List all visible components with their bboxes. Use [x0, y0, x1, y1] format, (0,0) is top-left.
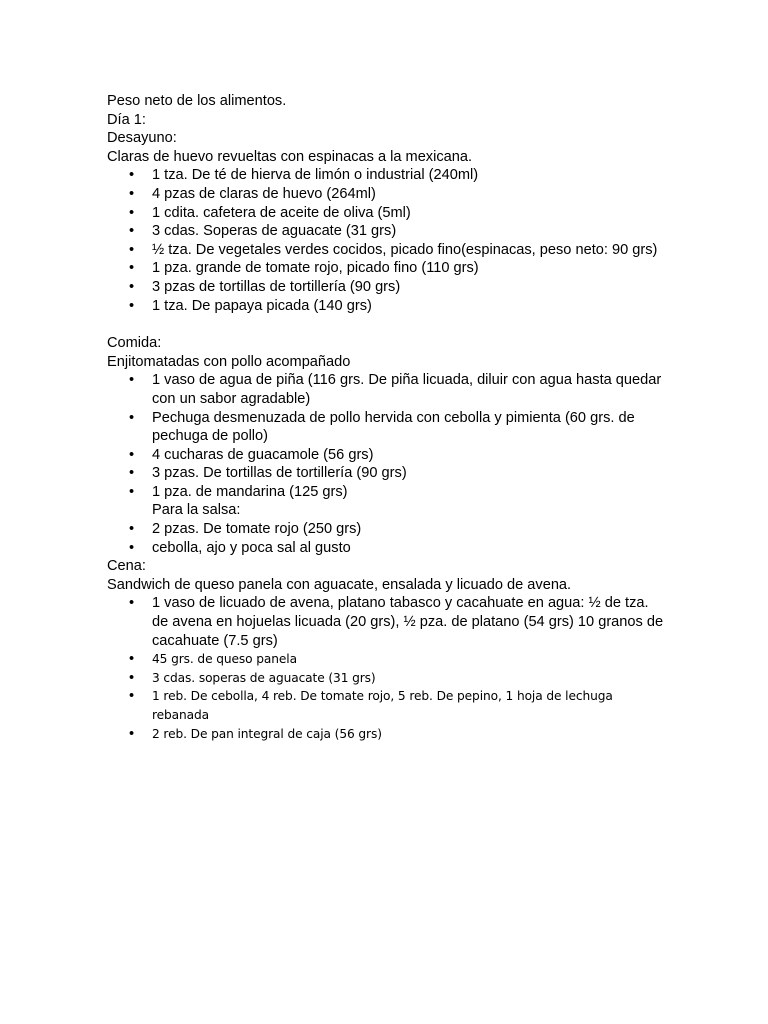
bullet-icon: • [129, 167, 135, 184]
bullet-icon: • [129, 260, 135, 277]
bullet-icon: • [129, 185, 135, 202]
salsa-list [107, 520, 667, 557]
list-item: • 3 cdas. soperas de aguacate (31 grs) [129, 669, 376, 686]
list-item: • 1 vaso de licuado de avena, platano tabasco y cacahuate en agua: ½ de tza. de avena en hojuelas licuada (20 grs), ½ pza. de platano (54 grs) 10 granos de cacahuate (7.5 grs) [129, 595, 664, 649]
list-item: • 3 cdas. Soperas de aguacate (31 grs) [129, 223, 397, 240]
bullet-icon: • [129, 204, 135, 221]
list-item: • Pechuga desmenuzada de pollo hervida con cebolla y pimienta (60 grs. de pechuga de pollo) [129, 409, 635, 445]
list-item: • 1 cdita. cafetera de aceite de oliva (5ml) [129, 204, 411, 221]
bullet-icon: • [129, 241, 135, 258]
lunch-dish: Enjitomatadas con pollo acompañado [107, 353, 351, 370]
bullet-icon: • [129, 483, 135, 500]
bullet-icon: • [129, 539, 135, 556]
document-page [107, 92, 667, 743]
list-item: • 1 tza. De té de hierva de limón o industrial (240ml) [129, 167, 479, 184]
breakfast-heading: Desayuno: [107, 130, 177, 147]
section-spacer [107, 315, 667, 334]
bullet-icon: • [129, 372, 135, 389]
document-title: Peso neto de los alimentos. [107, 93, 287, 109]
dinner-list-small [107, 650, 667, 743]
bullet-icon: • [129, 688, 135, 705]
list-item: • 1 vaso de agua de piña (116 grs. De piña licuada, diluir con agua hasta quedar con un sabor agradable) [129, 372, 662, 407]
bullet-icon: • [129, 446, 135, 463]
dinner-dish: Sandwich de queso panela con aguacate, ensalada y licuado de avena. [107, 576, 572, 593]
lunch-heading: Comida: [107, 335, 162, 352]
list-item: • 4 cucharas de guacamole (56 grs) [129, 446, 374, 463]
list-item: • 2 pzas. De tomate rojo (250 grs) [129, 521, 362, 538]
dinner-list [107, 594, 667, 650]
bullet-icon: • [129, 278, 135, 295]
list-item: • 4 pzas de claras de huevo (264ml) [129, 185, 376, 202]
bullet-icon: • [129, 725, 135, 742]
list-item: • 1 tza. De papaya picada (140 grs) [129, 297, 372, 314]
bullet-icon: • [129, 669, 135, 686]
dinner-heading: Cena: [107, 558, 146, 575]
list-item: • 1 pza. de mandarina (125 grs) [129, 483, 348, 500]
list-item: • ½ tza. De vegetales verdes cocidos, picado fino(espinacas, peso neto: 90 grs) [129, 241, 658, 258]
breakfast-list [107, 166, 667, 315]
day-label: Día 1: [107, 111, 146, 128]
list-item: • 3 pzas de tortillas de tortillería (90 grs) [129, 278, 401, 295]
breakfast-dish: Claras de huevo revueltas con espinacas a la mexicana. [107, 148, 473, 165]
list-item: • 45 grs. de queso panela [129, 651, 297, 668]
list-item: • 1 reb. De cebolla, 4 reb. De tomate rojo, 5 reb. De pepino, 1 hoja de lechuga rebanada [129, 688, 613, 722]
bullet-icon: • [129, 521, 135, 538]
bullet-icon: • [129, 297, 135, 314]
bullet-icon: • [129, 409, 135, 426]
bullet-icon: • [129, 595, 135, 612]
bullet-icon: • [129, 223, 135, 240]
list-item: • cebolla, ajo y poca sal al gusto [129, 539, 351, 556]
list-item: • 3 pzas. De tortillas de tortillería (90 grs) [129, 465, 407, 482]
list-item: • 2 reb. De pan integral de caja (56 grs) [129, 725, 382, 742]
lunch-list [107, 371, 667, 501]
list-item: • 1 pza. grande de tomate rojo, picado fino (110 grs) [129, 260, 479, 277]
salsa-label: Para la salsa: [152, 502, 241, 519]
bullet-icon: • [129, 651, 135, 668]
bullet-icon: • [129, 465, 135, 482]
